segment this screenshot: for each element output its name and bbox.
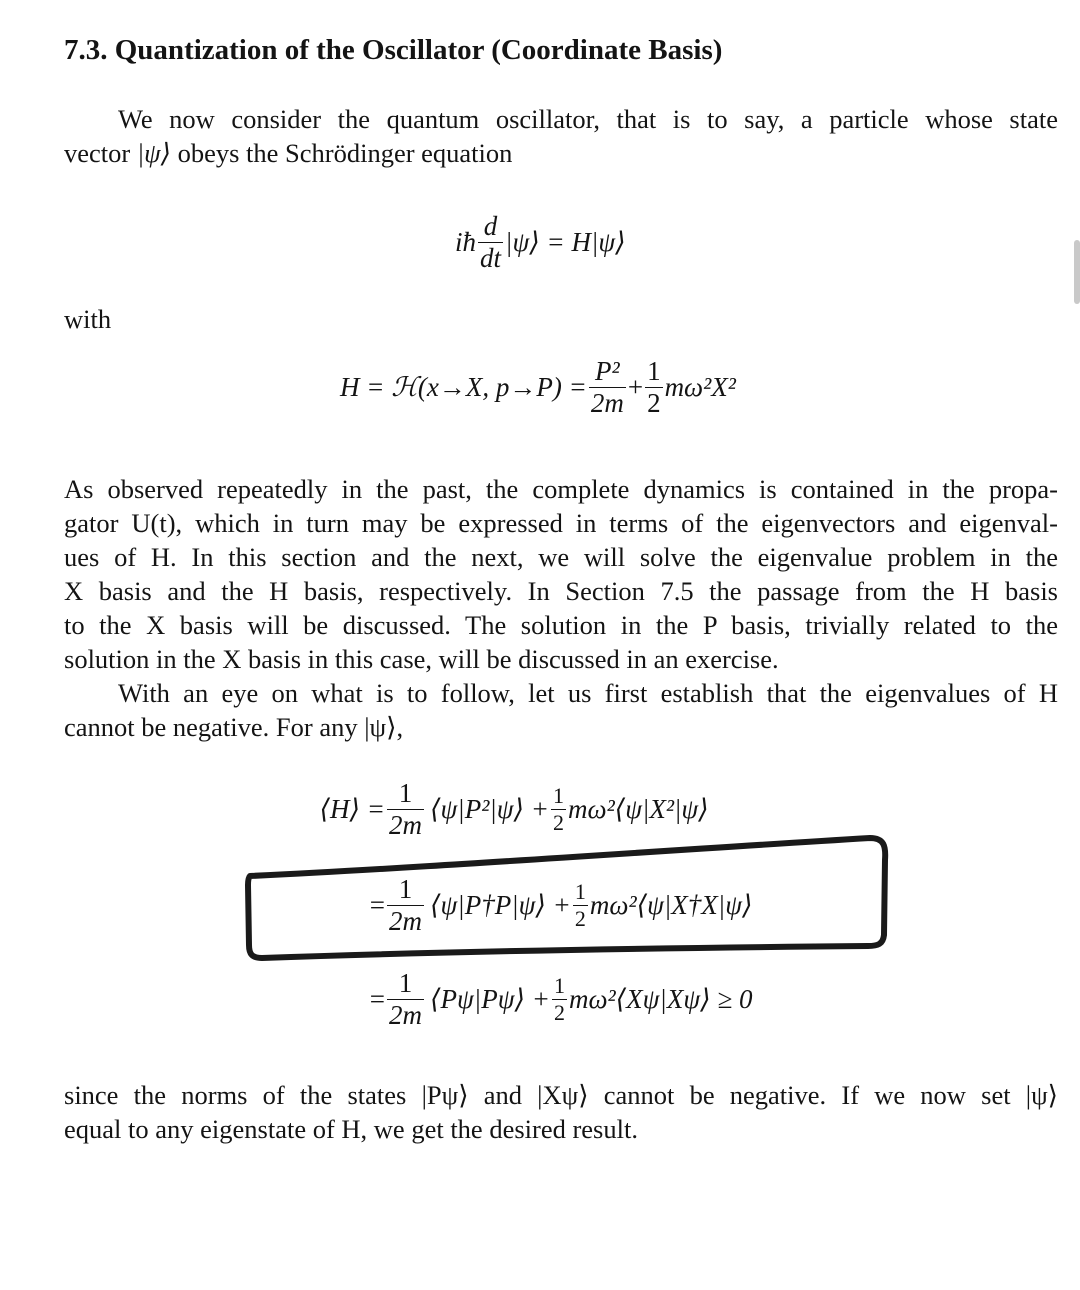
dynamics-paragraph bbox=[64, 472, 1058, 744]
expectation-row1-lhs: ⟨H⟩ = bbox=[319, 794, 385, 824]
dynamics-line: to the X basis will be discussed. The solution in the P basis, trivially related to the bbox=[64, 610, 1058, 640]
frac-b-den: 2 bbox=[553, 810, 565, 835]
dynamics-line: gator U(t), which in turn may be expressed in terms of the eigenvectors and eigenval- bbox=[64, 508, 1058, 538]
frac-a-den: 2m bbox=[389, 906, 422, 936]
expectation-row3-lhs: = bbox=[369, 984, 385, 1014]
expectation-row2-term1: ⟨ψ|P†P|ψ⟩ + bbox=[430, 890, 571, 920]
expectation-row1-term1: ⟨ψ|P²|ψ⟩ + bbox=[430, 794, 550, 824]
intro-line-2-end: obeys the Schrödinger equation bbox=[170, 138, 513, 168]
frac-a-num: 1 bbox=[398, 968, 413, 998]
frac-b-den: 2 bbox=[553, 1000, 565, 1025]
expectation-row3-frac-b bbox=[552, 975, 567, 1024]
expectation-row2-frac-b bbox=[573, 881, 588, 930]
frac-b-den: 2 bbox=[574, 906, 586, 931]
with-label: with bbox=[64, 304, 112, 334]
expectation-row1-term2: mω²⟨ψ|X²|ψ⟩ bbox=[568, 794, 709, 824]
intro-line-1: We now consider the quantum oscillator, that is to say, a particle whose state bbox=[118, 104, 1058, 134]
frac-a-den: 2m bbox=[389, 1000, 422, 1030]
expectation-row2-lhs: = bbox=[369, 890, 385, 920]
schrodinger-lhs: iħ bbox=[455, 227, 477, 257]
intro-line-2 bbox=[64, 136, 1058, 170]
section-heading: 7.3. Quantization of the Oscillator (Coordinate Basis) bbox=[64, 34, 723, 66]
schrodinger-derivative bbox=[478, 213, 503, 272]
expectation-row-1 bbox=[305, 780, 709, 839]
frac-b-num: 1 bbox=[574, 879, 586, 904]
scrollbar-thumb[interactable] bbox=[1074, 240, 1080, 304]
hamiltonian-frac1-num: P² bbox=[595, 356, 620, 386]
frac-b-num: 1 bbox=[553, 973, 565, 998]
intro-ket: |ψ⟩ bbox=[136, 138, 171, 168]
schrodinger-frac-num: d bbox=[483, 211, 498, 241]
expectation-row3-frac-a bbox=[387, 970, 424, 1029]
eigenvalue-line: With an eye on what is to follow, let us first establish that the eigenvalues of H bbox=[118, 678, 1058, 708]
hamiltonian-kinetic-frac bbox=[589, 358, 626, 417]
conclusion-paragraph bbox=[64, 1078, 1058, 1146]
schrodinger-equation bbox=[455, 213, 626, 272]
dynamics-line: ues of H. In this section and the next, we will solve the eigenvalue problem in the bbox=[64, 542, 1058, 572]
dynamics-line: As observed repeatedly in the past, the complete dynamics is contained in the propa- bbox=[64, 474, 1058, 504]
conclusion-line-2: equal to any eigenstate of H, we get the desired result. bbox=[64, 1114, 638, 1144]
expectation-row1-frac-b bbox=[551, 785, 566, 834]
expectation-row-2 bbox=[305, 876, 753, 935]
expectation-row3-term2: mω²⟨Xψ|Xψ⟩ ≥ 0 bbox=[568, 984, 753, 1014]
intro-paragraph bbox=[64, 102, 1058, 170]
schrodinger-rhs: |ψ⟩ = H|ψ⟩ bbox=[505, 227, 626, 257]
hamiltonian-equation bbox=[340, 358, 736, 417]
expectation-row3-term1: ⟨Pψ|Pψ⟩ + bbox=[430, 984, 550, 1014]
hamiltonian-frac1-den: 2m bbox=[590, 388, 624, 418]
expectation-row1-frac-a bbox=[387, 780, 424, 839]
hamiltonian-frac2-den: 2 bbox=[647, 388, 661, 418]
frac-a-num: 1 bbox=[398, 874, 413, 904]
expectation-row-3 bbox=[305, 970, 752, 1029]
eigenvalue-line: cannot be negative. For any |ψ⟩, bbox=[64, 712, 404, 742]
hamiltonian-half-frac bbox=[645, 358, 663, 417]
frac-a-den: 2m bbox=[389, 810, 422, 840]
conclusion-line-1: since the norms of the states |Pψ⟩ and |Xψ⟩ cannot be negative. If we now set |ψ⟩ bbox=[64, 1080, 1058, 1110]
dynamics-line: X basis and the H basis, respectively. In Section 7.5 the passage from the H basis bbox=[64, 576, 1058, 606]
schrodinger-frac-den: dt bbox=[480, 243, 502, 273]
expectation-row2-term2: mω²⟨ψ|X†X|ψ⟩ bbox=[589, 890, 753, 920]
dynamics-line: solution in the X basis in this case, will be discussed in an exercise. bbox=[64, 644, 779, 674]
expectation-row2-frac-a bbox=[387, 876, 424, 935]
intro-line-2-start: vector bbox=[64, 138, 137, 168]
hamiltonian-tail: mω²X² bbox=[664, 372, 736, 402]
hamiltonian-plus: + bbox=[627, 372, 644, 402]
frac-b-num: 1 bbox=[553, 783, 565, 808]
hamiltonian-frac2-num: 1 bbox=[647, 356, 661, 386]
hamiltonian-lhs: H = ℋ(x→X, p→P) = bbox=[340, 372, 587, 402]
frac-a-num: 1 bbox=[398, 778, 413, 808]
